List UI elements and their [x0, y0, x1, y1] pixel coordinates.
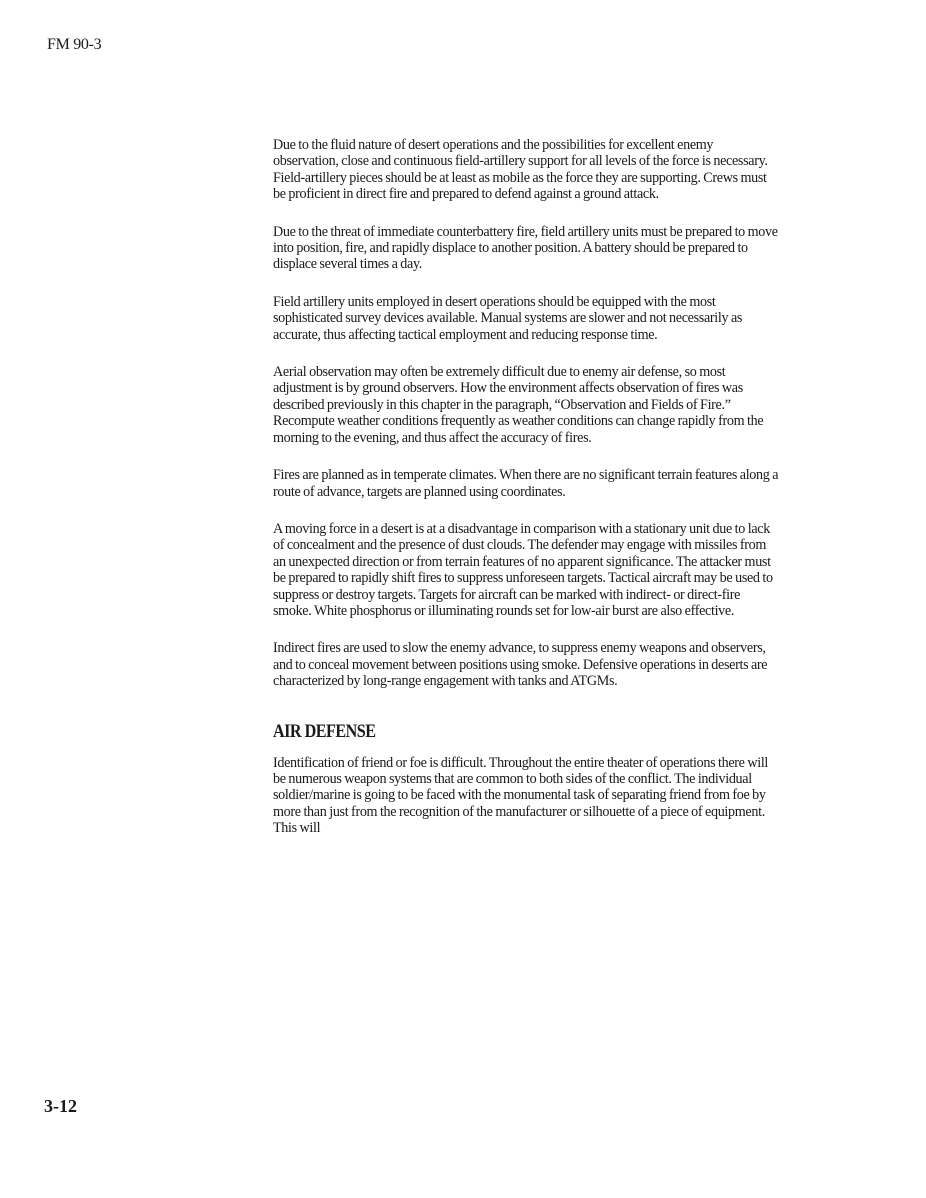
paragraph-fire-planning: Fires are planned as in temperate climates. When there are no significant terrain features along a route of advance, targets are planned using coordinates.: [273, 466, 779, 500]
paragraph-counterbattery-fire: Due to the threat of immediate counterbattery fire, field artillery units must be prepared to move into position, fire, and rapidly displace to another position. A battery should be prepared to displace several times a day.: [273, 222, 778, 273]
page-content: [273, 137, 779, 858]
paragraph-field-artillery-support: Due to the fluid nature of desert operations and the possibilities for excellent enemy observation, close and continuous field-artillery support for all levels of the force is necessary. Field-artillery pieces should be at least as mobile as the force they are supporting. Crews must be proficient in direct fire and prepared to defend against a ground attack.: [273, 136, 768, 203]
paragraph-moving-force: A moving force in a desert is at a disadvantage in comparison with a stationary unit due to lack of concealment and the presence of dust clouds. The defender may engage with missiles from an unexpected direction or from terrain features of no apparent significance. The attacker must be prepared to rapidly shift fires to suppress unforeseen targets. Tactical aircraft may be used to suppress or destroy targets. Targets for aircraft can be marked with indirect- or direct-fire smoke. White phosphorus or illuminating rounds set for low-air burst are also effective.: [273, 519, 773, 619]
section-heading-air-defense: AIR DEFENSE: [273, 720, 376, 742]
page-number: 3-12: [44, 1096, 77, 1116]
paragraph-survey-devices: Field artillery units employed in desert operations should be equipped with the most sophisticated survey devices available. Manual systems are slower and not necessarily as accurate, thus affecting tactical employment and reducing response time.: [273, 292, 743, 343]
document-id-header: FM 90-3: [47, 36, 102, 53]
paragraph-indirect-fires: Indirect fires are used to slow the enemy advance, to suppress enemy weapons and observers, and to conceal movement between positions using smoke. Defensive operations in deserts are characterized by long-range engagement with tanks and ATGMs.: [273, 639, 768, 690]
paragraph-identification-friend-foe: Identification of friend or foe is difficult. Throughout the entire theater of operations there will be numerous weapon systems that are common to both sides of the conflict. The individual soldier/marine is going to be faced with the monumental task of separating friend from foe by more than just from the recognition of the manufacturer or silhouette of a piece of equipment. This will: [273, 753, 769, 837]
paragraph-aerial-observation: Aerial observation may often be extremely difficult due to enemy air defense, so most adjustment is by ground observers. How the environment affects observation of fires was described previously in this chapter in the paragraph, “Observation and Fields of Fire.” Recompute weather conditions frequently as weather conditions can change rapidly from the morning to the evening, and thus affect the accuracy of fires.: [273, 363, 764, 446]
